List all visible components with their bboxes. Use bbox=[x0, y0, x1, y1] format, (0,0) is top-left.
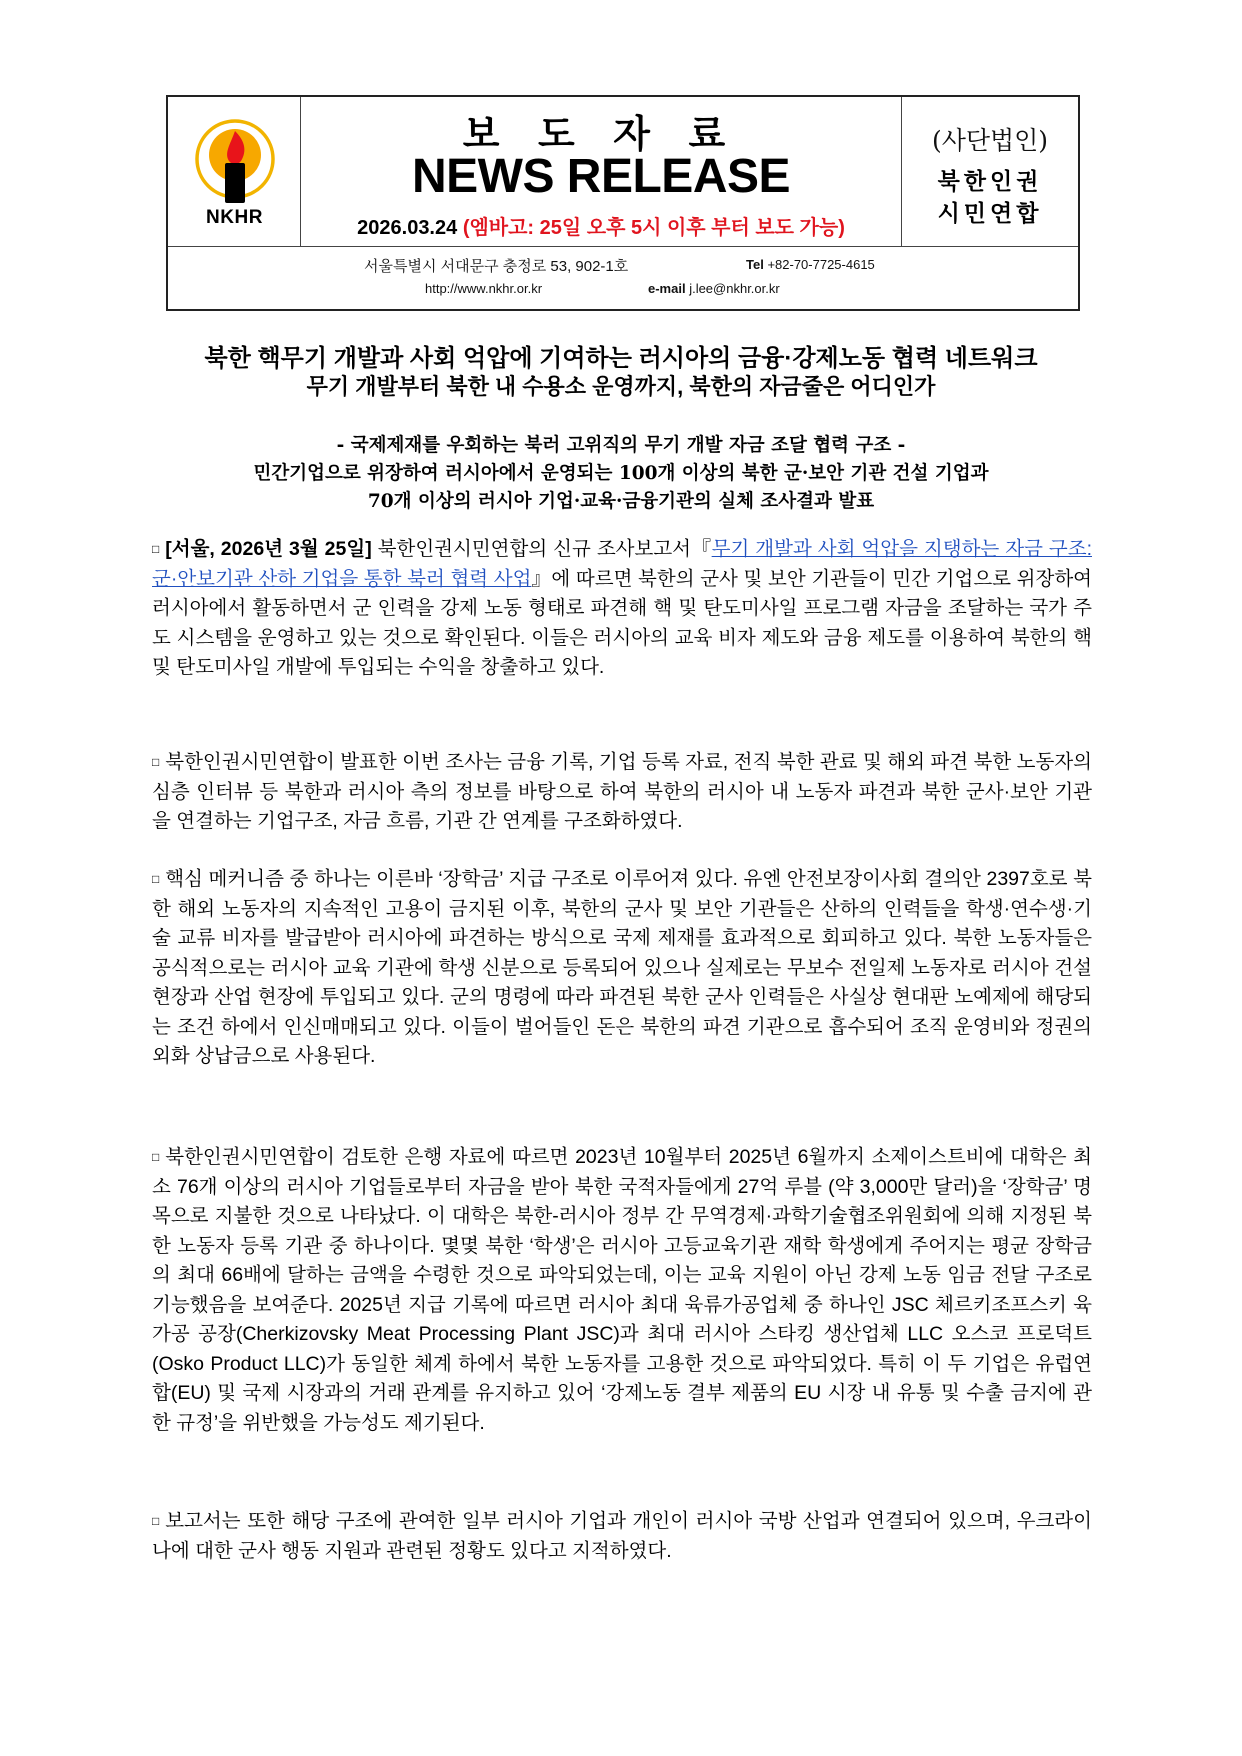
summary-line-2: 민간기업으로 위장하여 러시아에서 운영되는 100개 이상의 북한 군·보안 기관 건설 기업과 bbox=[253, 463, 989, 484]
embargo-notice: (엠바고: 25일 오후 5시 이후 부터 보도 가능) bbox=[462, 217, 845, 239]
telephone bbox=[746, 257, 875, 272]
summary-line-3: 70개 이상의 러시아 기업·교육·금융기관의 실체 조사결과 발표 bbox=[367, 491, 875, 512]
organization-name-line1: 북한인권 bbox=[937, 168, 1043, 195]
paragraph-4-text: 북한인권시민연합이 검토한 은행 자료에 따르면 2023년 10월부터 2025년 6월까지 소제이스트비에 대학은 최소 76개 이상의 러시아 기업들로부터 자금을 받아 북한 국적자들에게 27억 루블 (약 3,000만 달러)을 ‘장학금’ 명목으로 지불한 것으로 나타났다. 이 대학은 북한-러시아 정부 간 무역경제·과학기술협조위원회에 의해 지정된 북한 노동자 등록 기관 중 하나이다. 몇몇 북한 ‘학생’은 러시아 고등교육기관 재학 학생에게 주어지는 평균 장학금의 최대 66배에 달하는 금액을 수령한 것으로 파악되었는데, 이는 교육 지원이 아닌 강제 노동 임금 전달 구조로 기능했음을 보여준다. 2025년 지급 기록에 따르면 러시아 최대 육류가공업체 중 하나인 JSC 체르키조프스키 육가공 공장(Cherkizovsky Meat Processing Plant JSC)과 최대 러시아 스타킹 생산업체 LLC 오스코 프로덕트(Osko Product LLC)가 동일한 체계 하에서 북한 노동자를 고용한 것으로 파악되었다. 특히 이 두 기업은 유럽연합(EU) 및 국제 시장과의 거래 관계를 유지하고 있어 ‘강제노동 결부 제품의 EU 시장 내 유통 및 수출 금지에 관한 규정’을 위반했을 가능성도 제기된다. bbox=[152, 1146, 1092, 1434]
address: 서울특별시 서대문구 충정로 53, 902-1호 bbox=[364, 258, 629, 275]
paragraph-2 bbox=[152, 748, 1092, 837]
main-headline: 북한 핵무기 개발과 사회 억압에 기여하는 러시아의 금융·강제노동 협력 네트워크 bbox=[204, 345, 1038, 372]
summary-line-1: - 국제제재를 우회하는 북러 고위직의 무기 개발 자금 조달 협력 구조 - bbox=[336, 435, 906, 456]
square-bullet-icon: □ bbox=[152, 1150, 160, 1164]
sub-headline: 무기 개발부터 북한 내 수용소 운영까지, 북한의 자금줄은 어디인가 bbox=[306, 374, 936, 399]
header-top-row bbox=[168, 97, 1078, 247]
title-english: NEWS RELEASE bbox=[411, 150, 791, 203]
paragraph-1-text-a: 북한인권시민연합의 신규 조사보고서『 bbox=[371, 538, 712, 560]
square-bullet-icon: □ bbox=[152, 872, 160, 886]
paragraph-1 bbox=[152, 535, 1092, 683]
email-link[interactable]: j.lee@nkhr.or.kr bbox=[685, 281, 780, 296]
tel-label: Tel bbox=[746, 257, 764, 272]
paragraph-4 bbox=[152, 1143, 1092, 1438]
paragraph-5 bbox=[152, 1507, 1092, 1566]
paragraph-3 bbox=[152, 865, 1092, 1072]
organization-name-line2: 시민연합 bbox=[937, 200, 1043, 227]
report-title-link[interactable]: 무기 개발과 사회 억압을 지탱하는 자금 구조: 군·안보기관 산하 기업을 통한 북러 협력 사업 bbox=[152, 538, 1092, 590]
logo-cell bbox=[168, 97, 301, 247]
organization-type: (사단법인) bbox=[931, 126, 1049, 155]
email bbox=[648, 281, 780, 296]
email-label: e-mail bbox=[648, 281, 686, 296]
tel-value: +82-70-7725-4615 bbox=[763, 257, 875, 272]
organization-cell bbox=[901, 97, 1078, 247]
paragraph-5-text: 보고서는 또한 해당 구조에 관여한 일부 러시아 기업과 개인이 러시아 국방 산업과 연결되어 있으며, 우크라이나에 대한 군사 행동 지원과 관련된 정황도 있다고 지적하였다. bbox=[152, 1510, 1092, 1562]
press-release-header bbox=[166, 95, 1080, 311]
square-bullet-icon: □ bbox=[152, 1514, 160, 1528]
paragraph-1-text-b: 』에 따르면 북한의 군사 및 보안 기관들이 민간 기업으로 위장하여 러시아에서 활동하면서 군 인력을 강제 노동 형태로 파견해 핵 및 탄도미사일 프로그램 자금을 조달하는 국가 주도 시스템을 운영하고 있는 것으로 확인된다. 이들은 러시아의 교육 비자 제도와 금융 제도를 이용하여 북한의 핵 및 탄도미사일 개발에 투입되는 수익을 창출하고 있다. bbox=[152, 567, 1092, 678]
square-bullet-icon: □ bbox=[152, 542, 160, 556]
title-korean: 보 도 자 료 bbox=[462, 114, 740, 156]
contact-info-row bbox=[168, 247, 1078, 309]
candle-flame-logo-icon bbox=[189, 117, 281, 207]
title-cell bbox=[301, 97, 901, 247]
paragraph-2-text: 북한인권시민연합이 발표한 이번 조사는 금융 기록, 기업 등록 자료, 전직 북한 관료 및 해외 파견 북한 노동자의 심층 인터뷰 등 북한과 러시아 측의 정보를 바탕으로 하여 북한의 러시아 내 노동자 파견과 북한 군사·보안 기관을 연결하는 기업구조, 자금 흐름, 기관 간 연계를 구조화하였다. bbox=[152, 751, 1092, 832]
dateline: [서울, 2026년 3월 25일] bbox=[165, 538, 372, 560]
square-bullet-icon: □ bbox=[152, 755, 160, 769]
paragraph-3-text: 핵심 메커니즘 중 하나는 이른바 ‘장학금’ 지급 구조로 이루어져 있다. 유엔 안전보장이사회 결의안 2397호로 북한 해외 노동자의 지속적인 고용이 금지된 이후, 북한의 군사 및 보안 기관들은 산하의 인력들을 학생·연수생·기술 교류 비자를 발급받아 러시아에 파견하는 방식으로 국제 제재를 효과적으로 회피하고 있다. 북한 노동자들은 공식적으로는 러시아 교육 기관에 학생 신분으로 등록되어 있으나 실제로는 무보수 전일제 노동자로 러시아 건설현장과 산업 현장에 투입되고 있다. 군의 명령에 따라 파견된 북한 군사 인력들은 사실상 현대판 노예제에 해당되는 조건 하에서 인신매매되고 있다. 이들이 벌어들인 돈은 북한의 파견 기관으로 흡수되어 조직 운영비와 정권의 외화 상납금으로 사용된다. bbox=[152, 868, 1092, 1067]
logo-text: NKHR bbox=[206, 207, 263, 228]
release-date-line bbox=[301, 211, 901, 240]
release-date: 2026.03.24 bbox=[357, 217, 458, 239]
website-link[interactable]: http://www.nkhr.or.kr bbox=[425, 281, 543, 296]
